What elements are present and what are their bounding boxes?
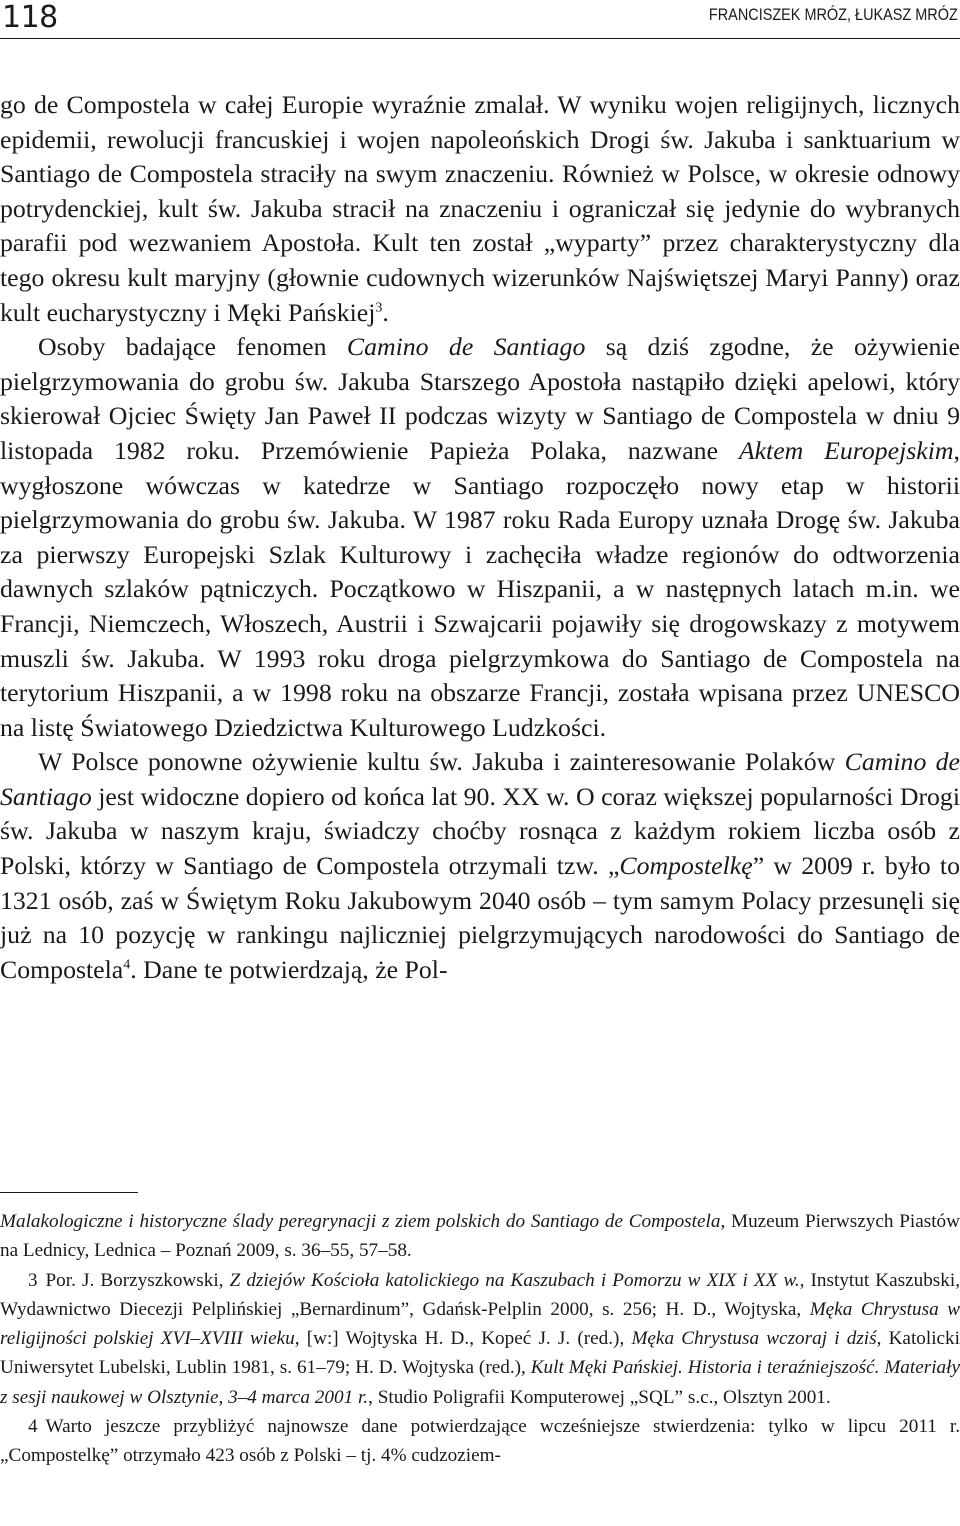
- p2-text-a: Osoby badające fenomen: [38, 332, 347, 362]
- fn3-italic-4: Kult Męki Pańskiej. Historia i teraźniejszość. Materiały z sesji naukowej w Olsztynie, 3–4 marca 2001 r.: [0, 1357, 960, 1408]
- fn3-text-b: , Instytut Kaszubski, Wydawnictwo Diecezji Pelplińskiej „Bernardinum”, Gdańsk-Pelplin 2000, s. 256; H. D., Wojtyska,: [0, 1269, 960, 1320]
- p2-text-c: , wygłoszone wówczas w katedrze w Santiago rozpoczęło nowy etap w historii pielgrzymowania do grobu św. Jakuba. W 1987 roku Rada Europy uznała Drogę św. Jakuba za pierwszy Europejski Szlak Kulturowy i zachęciła władze regionów do odtworzenia dawnych szlaków pątniczych. Początkowo w Hiszpanii, a w następnych latach m.in. we Francji, Niemczech, Włoszech, Austrii i Szwajcarii pojawiły się drogowskazy z motywem muszli św. Jakuba. W 1993 roku droga pielgrzymkowa do Santiago de Compostela na terytorium Hiszpanii, a w 1998 roku na obszarze Francji, została wpisana przez UNESCO na listę Światowego Dziedzictwa Kulturowego Ludzkości.: [0, 435, 960, 742]
- footnote-4-number: 4: [28, 1416, 38, 1438]
- fn2-italic-title: Malakologiczne i historyczne ślady peregrynacji z ziem polskich do Santiago de Compostela: [0, 1211, 721, 1232]
- running-head: FRANCISZEK MRÓZ, ŁUKASZ MRÓZ: [709, 5, 958, 24]
- p3-italic-camino: Camino de Santiago: [0, 747, 960, 811]
- paragraph-2: [0, 330, 960, 745]
- p3-text-c: ” w 2009 r. było to 1321 osób, zaś w Świętym Roku Jakubowym 2040 osób – tym samym Polacy przesunęli się już na 10 pozycję w rankingu najliczniej pielgrzymujących narodowości do Santiago de Compostela: [0, 851, 960, 984]
- p1-text-b: .: [382, 297, 389, 327]
- footnote-3-number: 3: [28, 1269, 38, 1291]
- footnote-rule: [0, 1192, 138, 1193]
- p1-text-a: go de Compostela w całej Europie wyraźnie zmalał. W wyniku wojen religijnych, licznych epidemii, rewolucji francuskiej i wojen napoleońskich Drogi św. Jakuba i sanktuarium w Santiago de Compostela straciły na swym znaczeniu. Również w Polsce, w okresie odnowy potrydenckiej, kult św. Jakuba stracił na znaczeniu i ograniczał się jedynie do wybranych parafii pod wezwaniem Apostoła. Kult ten został „wyparty” przez charakterystyczny dla tego okresu kult maryjny (głownie cudownych wizerunków Najświętszej Maryi Panny) oraz kult eucharystyczny i Męki Pańskiej: [0, 90, 960, 327]
- fn2-text: , Muzeum Pierwszych Piastów na Lednicy, Lednica – Poznań 2009, s. 36–55, 57–58.: [0, 1211, 960, 1262]
- p3-italic-compostelke: Compostelkę: [619, 851, 753, 881]
- fn3-italic-2: Męka Chrystusa w religijności polskiej XVI–XVIII wieku: [0, 1298, 960, 1350]
- fn3-text-e: , Studio Poligrafii Komputerowej „SQL” s.c., Olsztyn 2001.: [368, 1386, 831, 1408]
- p2-text-b: są dziś zgodne, że ożywienie pielgrzymowania do grobu św. Jakuba Starszego Apostoła nastąpiło dzięki apelowi, który skierował Ojciec Święty Jan Paweł II podczas wizyty w Santiago de Compostela w dniu 9 listopada 1982 roku. Przemówienie Papieża Polaka, nazwane: [0, 332, 960, 465]
- p2-italic-camino: Camino de Santiago: [346, 332, 586, 362]
- p3-text-d: . Dane te potwierdzają, że Pol-: [130, 954, 448, 984]
- p2-italic-aktem: Aktem Europejskim: [738, 435, 954, 465]
- header-rule: [0, 38, 960, 39]
- fn3-text-a: Por. J. Borzyszkowski,: [45, 1269, 230, 1291]
- footnote-ref-4: 4: [123, 957, 131, 973]
- fn4-text: Warto jeszcze przybliżyć najnowsze dane potwierdzające wcześniejsze stwierdzenia: tylko w lipcu 2011 r. „Compostelkę” otrzymało 423 osób z Polski – tj. 4% cudzoziem-: [0, 1416, 960, 1467]
- fn3-text-d: , Katolicki Uniwersytet Lubelski, Lublin 1981, s. 61–79; H. D. Wojtyska (red.),: [0, 1328, 960, 1379]
- footnote-2-continued: [0, 1207, 960, 1266]
- p3-text-b: jest widoczne dopiero od końca lat 90. XX w. O coraz większej popularności Drogi św. Jakuba w naszym kraju, świadczy choćby rosnąca z każdym rokiem liczba osób z Polski, którzy w Santiago de Compostela otrzymali tzw. „: [0, 781, 960, 881]
- p3-text-a: W Polsce ponowne ożywienie kultu św. Jakuba i zainteresowanie Polaków: [38, 747, 845, 777]
- fn3-text-c: , [w:] Wojtyska H. D., Kopeć J. J. (red.),: [294, 1328, 632, 1350]
- footnotes: [0, 1207, 960, 1471]
- fn3-italic-1: Z dziejów Kościoła katolickiego na Kaszubach i Pomorzu w XIX i XX w.: [229, 1269, 800, 1291]
- fn3-italic-3: Męka Chrystusa wczoraj i dziś: [631, 1328, 877, 1350]
- page-number: 118: [2, 0, 58, 35]
- footnote-3: [0, 1266, 960, 1412]
- footnote-4: [0, 1412, 960, 1471]
- main-text: [0, 88, 960, 987]
- paragraph-3: [0, 745, 960, 987]
- paragraph-1: [0, 88, 960, 330]
- page-header: [0, 0, 960, 40]
- footnote-ref-3: 3: [375, 299, 383, 315]
